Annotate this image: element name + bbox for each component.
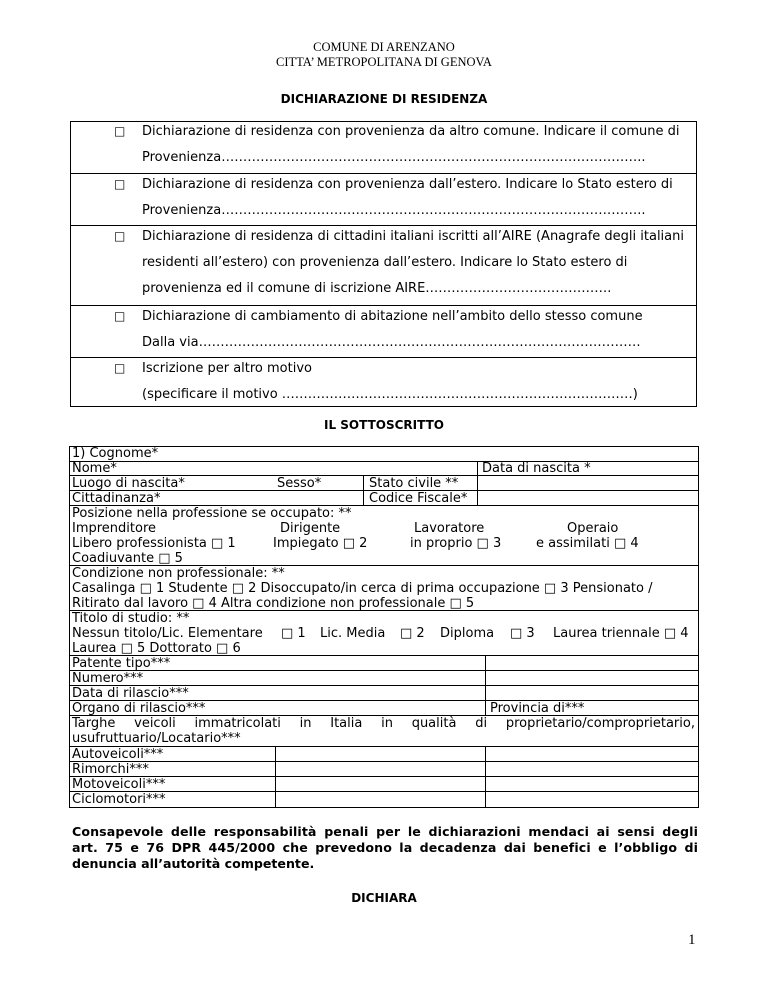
divider bbox=[70, 225, 697, 226]
option-label: Dichiarazione di residenza con provenienza da altro comune. Indicare il comune di bbox=[142, 124, 680, 139]
option-fill-line: (specificare il motivo ………………………………………………………………………) bbox=[142, 387, 638, 402]
divider bbox=[70, 357, 697, 358]
option-label: Iscrizione per altro motivo bbox=[142, 361, 312, 376]
citta-metropolitana: CITTA’ METROPOLITANA DI GENOVA bbox=[276, 55, 492, 69]
targhe-word: in bbox=[299, 716, 312, 731]
label-condizione: Condizione non professionale: ** bbox=[72, 566, 285, 581]
label-patente: Patente tipo*** bbox=[72, 656, 171, 671]
label-stato-civile: Stato civile ** bbox=[369, 476, 459, 491]
targhe-word: immatricolati bbox=[194, 716, 281, 731]
option-libero-professionista[interactable]: Libero professionista □ 1 bbox=[72, 536, 236, 551]
label-motoveicoli: Motoveicoli*** bbox=[72, 777, 166, 792]
label-dirigente: Dirigente bbox=[280, 521, 341, 536]
label-imprenditore: Imprenditore bbox=[72, 521, 157, 536]
label-ciclomotori: Ciclomotori*** bbox=[72, 792, 166, 807]
option-fill-line: Dalla via………………………………………………………………………………………… bbox=[142, 335, 641, 350]
comune-name: COMUNE DI ARENZANO bbox=[313, 40, 455, 54]
label-organo-rilascio: Organo di rilascio*** bbox=[72, 701, 206, 716]
divider bbox=[70, 173, 697, 174]
label-nome: Nome* bbox=[72, 461, 117, 476]
checkbox-altro-motivo[interactable]: □ bbox=[114, 361, 126, 375]
option-nessun-titolo[interactable]: Nessun titolo/Lic. Elementare bbox=[72, 626, 263, 641]
consapevole-line: art. 75 e 76 DPR 445/2000 che prevedono la decadenza dai benefici e l’obbligo di bbox=[72, 840, 698, 855]
label-sesso: Sesso* bbox=[277, 476, 322, 491]
consapevole-line: Consapevole delle responsabilità penali per le dichiarazioni mendaci ai sensi degli bbox=[72, 824, 698, 839]
label-numero: Numero*** bbox=[72, 671, 144, 686]
targhe-word: veicoli bbox=[134, 716, 176, 731]
option-casalinga-row[interactable]: Casalinga □ 1 Studente □ 2 Disoccupato/in cerca di prima occupazione □ 3 Pensionato / bbox=[72, 581, 653, 596]
targhe-word: Italia bbox=[330, 716, 363, 731]
targhe-word: qualità bbox=[411, 716, 457, 731]
checkbox-estero[interactable]: □ bbox=[114, 177, 126, 191]
option-laurea-dottorato[interactable]: Laurea □ 5 Dottorato □ 6 bbox=[72, 641, 241, 656]
option-lic-media[interactable]: Lic. Media bbox=[320, 626, 386, 641]
option-label: Dichiarazione di cambiamento di abitazione nell’ambito dello stesso comune bbox=[142, 309, 643, 324]
label-cognome: 1) Cognome* bbox=[72, 446, 159, 461]
option-in-proprio[interactable]: in proprio □ 3 bbox=[410, 536, 502, 551]
label-autoveicoli: Autoveicoli*** bbox=[72, 747, 164, 762]
option-fill-line: Provenienza…………………………………………………………………………………….. bbox=[142, 150, 646, 165]
option-assimilati[interactable]: e assimilati □ 4 bbox=[536, 536, 639, 551]
option-fill-line: Provenienza…………………………………………………………………………………….. bbox=[142, 203, 646, 218]
option-impiegato[interactable]: Impiegato □ 2 bbox=[273, 536, 368, 551]
dichiara-title: DICHIARA bbox=[351, 891, 417, 905]
label-codice-fiscale: Codice Fiscale* bbox=[369, 491, 468, 506]
page-number: 1 bbox=[688, 932, 696, 948]
targhe-word: in bbox=[381, 716, 393, 731]
option-coadiuvante[interactable]: Coadiuvante □ 5 bbox=[72, 551, 183, 566]
label-posizione: Posizione nella professione se occupato: ** bbox=[72, 506, 352, 521]
option-ritirato-row[interactable]: Ritirato dal lavoro □ 4 Altra condizione non professionale □ 5 bbox=[72, 596, 475, 611]
label-data-rilascio: Data di rilascio*** bbox=[72, 686, 189, 701]
label-lavoratore: Lavoratore bbox=[414, 521, 485, 536]
checkbox-nessun-titolo[interactable]: □ 1 bbox=[281, 626, 306, 641]
label-cittadinanza: Cittadinanza* bbox=[72, 491, 161, 506]
checkbox-altro-comune[interactable]: □ bbox=[114, 124, 126, 138]
label-rimorchi: Rimorchi*** bbox=[72, 762, 149, 777]
option-label: Dichiarazione di residenza di cittadini italiani iscritti all’AIRE (Anagrafe degli italiani bbox=[142, 229, 684, 244]
label-titolo-studio: Titolo di studio: ** bbox=[72, 611, 190, 626]
checkbox-diploma[interactable]: □ 3 bbox=[510, 626, 535, 641]
checkbox-aire[interactable]: □ bbox=[114, 229, 126, 243]
consapevole-paragraph bbox=[72, 824, 698, 872]
consapevole-line: denuncia all’autorità competente. bbox=[72, 856, 315, 871]
label-luogo-nascita: Luogo di nascita* bbox=[72, 476, 185, 491]
divider bbox=[70, 305, 697, 306]
option-diploma[interactable]: Diploma bbox=[440, 626, 495, 641]
targhe-word: proprietario/comproprietario, bbox=[505, 716, 695, 731]
checkbox-cambio-abitazione[interactable]: □ bbox=[114, 309, 126, 323]
document-title: DICHIARAZIONE DI RESIDENZA bbox=[280, 92, 488, 106]
targhe-word: Targhe bbox=[72, 716, 116, 731]
targhe-word: di bbox=[475, 716, 488, 731]
checkbox-lic-media[interactable]: □ 2 bbox=[400, 626, 425, 641]
option-label: Dichiarazione di residenza con provenienza dall’estero. Indicare lo Stato estero di bbox=[142, 177, 673, 192]
label-operaio: Operaio bbox=[567, 521, 619, 536]
option-laurea-triennale[interactable]: Laurea triennale □ 4 bbox=[553, 626, 689, 641]
label-usufruttuario: usufruttuario/Locatario*** bbox=[72, 731, 241, 746]
label-data-nascita: Data di nascita * bbox=[482, 461, 591, 476]
sottoscritto-title: IL SOTTOSCRITTO bbox=[324, 418, 444, 432]
option-label-cont: residenti all’estero) con provenienza dall’estero. Indicare lo Stato estero di bbox=[142, 255, 628, 270]
label-provincia: Provincia di*** bbox=[490, 701, 585, 716]
option-fill-line: provenienza ed il comune di iscrizione AIRE……………………………………. bbox=[142, 281, 612, 296]
label-targhe bbox=[72, 716, 695, 731]
